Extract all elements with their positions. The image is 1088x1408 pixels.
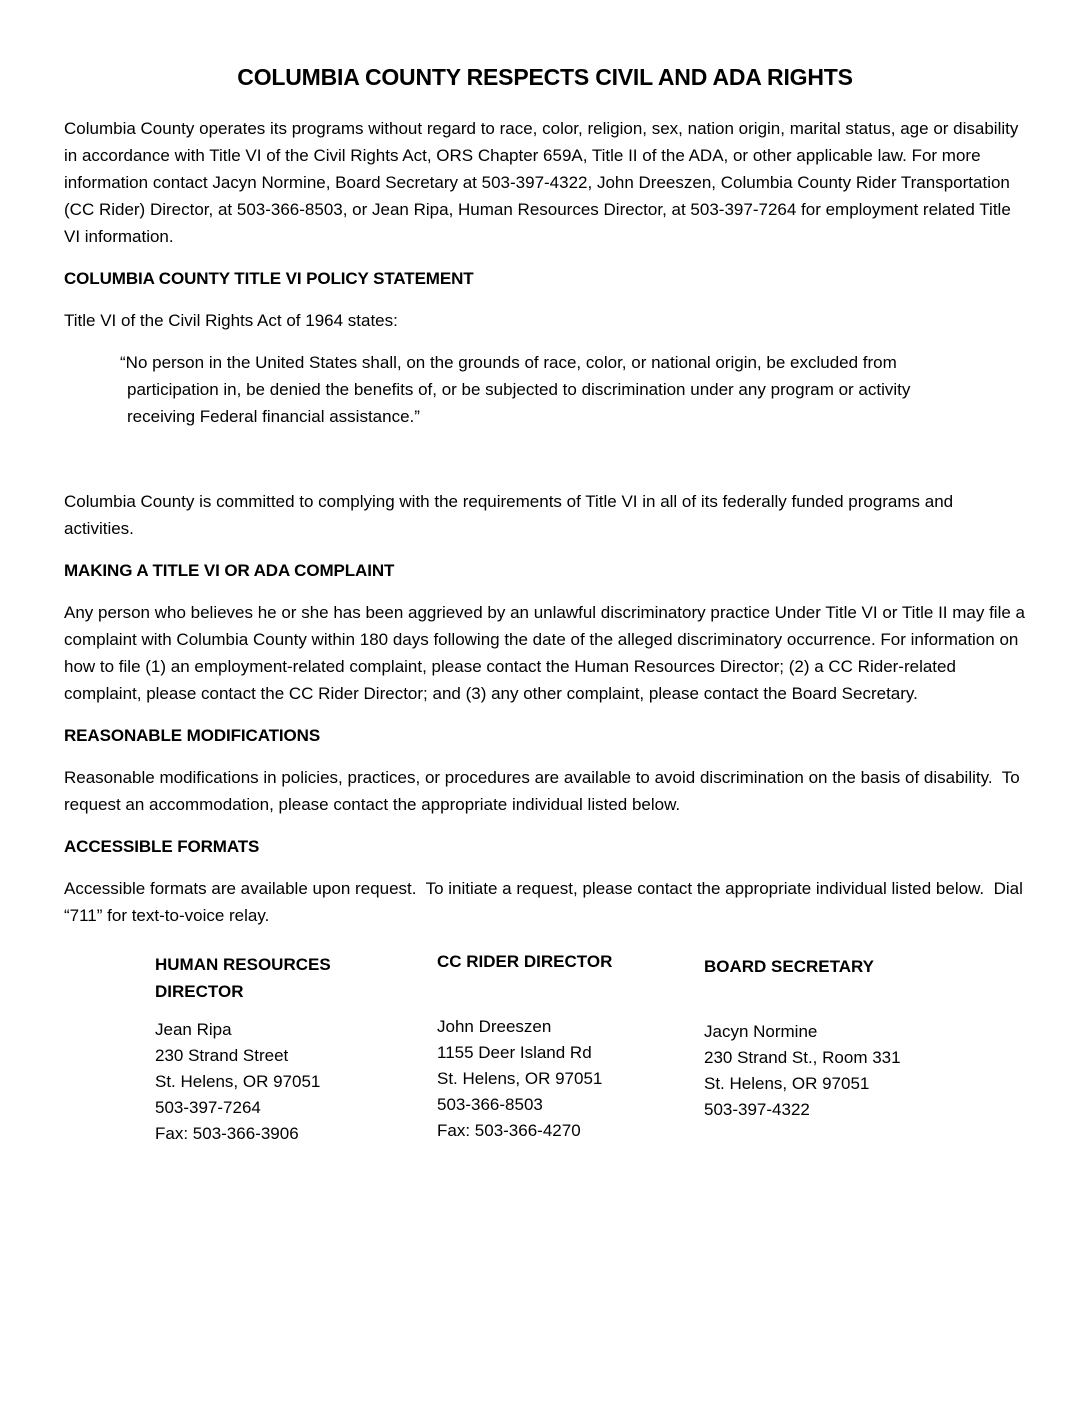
contact-fax: Fax: 503-366-3906 <box>155 1124 299 1143</box>
contact-address-line: 230 Strand Street <box>155 1046 289 1065</box>
contact-heading: CC RIDER DIRECTOR <box>437 952 613 971</box>
contact-name: Jean Ripa <box>155 1020 232 1039</box>
intro-paragraph: Columbia County operates its programs without regard to race, color, religion, sex, nation origin, marital status, age or disability in accordance with Title VI of the Civil Rights Act, ORS Chapter 659A, Title II of the ADA, or other applicable law. For more information contact Jacyn Normine, Board Secretary at 503-397-4322, John Dreeszen, Columbia County Rider Transportation (CC Rider) Director, at 503-366-8503, or Jean Ripa, Human Resources Director, at 503-397-7264 for employment related Title VI information. <box>64 119 1024 246</box>
heading-making-complaint: MAKING A TITLE VI OR ADA COMPLAINT <box>64 561 395 580</box>
contact-phone: 503-397-4322 <box>704 1100 810 1119</box>
contact-card-cc-rider <box>437 948 704 1147</box>
contact-name: John Dreeszen <box>437 1017 552 1036</box>
commitment-paragraph: Columbia County is committed to complying with the requirements of Title VI in all of its federally funded programs and activities. <box>64 492 958 538</box>
contact-phone: 503-366-8503 <box>437 1095 543 1114</box>
contacts-section <box>64 951 1026 1147</box>
complaint-paragraph: Any person who believes he or she has been aggrieved by an unlawful discriminatory practice Under Title VI or Title II may file a complaint with Columbia County within 180 days following the date of the alleged discriminatory occurrence. For information on how to file (1) an employment-related complaint, please contact the Human Resources Director; (2) a CC Rider-related complaint, please contact the CC Rider Director; and (3) any other complaint, please contact the Board Secretary. <box>64 603 1030 703</box>
heading-policy-statement: COLUMBIA COUNTY TITLE VI POLICY STATEMENT <box>64 269 474 288</box>
contact-phone: 503-397-7264 <box>155 1098 261 1117</box>
policy-lead-paragraph: Title VI of the Civil Rights Act of 1964 states: <box>64 311 398 330</box>
contact-details <box>704 1019 1014 1123</box>
contact-card-board-secretary <box>704 953 1014 1147</box>
contact-heading: BOARD SECRETARY <box>704 957 875 976</box>
contact-heading: HUMAN RESOURCES DIRECTOR <box>155 955 331 1001</box>
title-vi-quote: “No person in the United States shall, on the grounds of race, color, or national origin, be excluded from participation in, be denied the benefits of, or be subjected to discrimination under any program or activity receiving Federal financial assistance.” <box>120 353 916 426</box>
contact-address-line: 230 Strand St., Room 331 <box>704 1048 901 1067</box>
heading-reasonable-modifications: REASONABLE MODIFICATIONS <box>64 726 321 745</box>
contact-address-line: 1155 Deer Island Rd <box>437 1043 592 1062</box>
formats-paragraph: Accessible formats are available upon request. To initiate a request, please contact the appropriate individual listed below. Dial “711” for text-to-voice relay. <box>64 879 1028 925</box>
contact-city-line: St. Helens, OR 97051 <box>437 1069 603 1088</box>
contact-card-human-resources <box>155 951 437 1147</box>
contact-name: Jacyn Normine <box>704 1022 818 1041</box>
contact-city-line: St. Helens, OR 97051 <box>155 1072 321 1091</box>
heading-accessible-formats: ACCESSIBLE FORMATS <box>64 837 260 856</box>
contact-city-line: St. Helens, OR 97051 <box>704 1074 870 1093</box>
contact-fax: Fax: 503-366-4270 <box>437 1121 581 1140</box>
contact-details <box>437 1014 704 1144</box>
document-title: COLUMBIA COUNTY RESPECTS CIVIL AND ADA RIGHTS <box>237 64 853 90</box>
modifications-paragraph: Reasonable modifications in policies, practices, or procedures are available to avoid discrimination on the basis of disability. To request an accommodation, please contact the appropriate individual listed below. <box>64 768 1025 814</box>
contact-details <box>155 1017 437 1147</box>
